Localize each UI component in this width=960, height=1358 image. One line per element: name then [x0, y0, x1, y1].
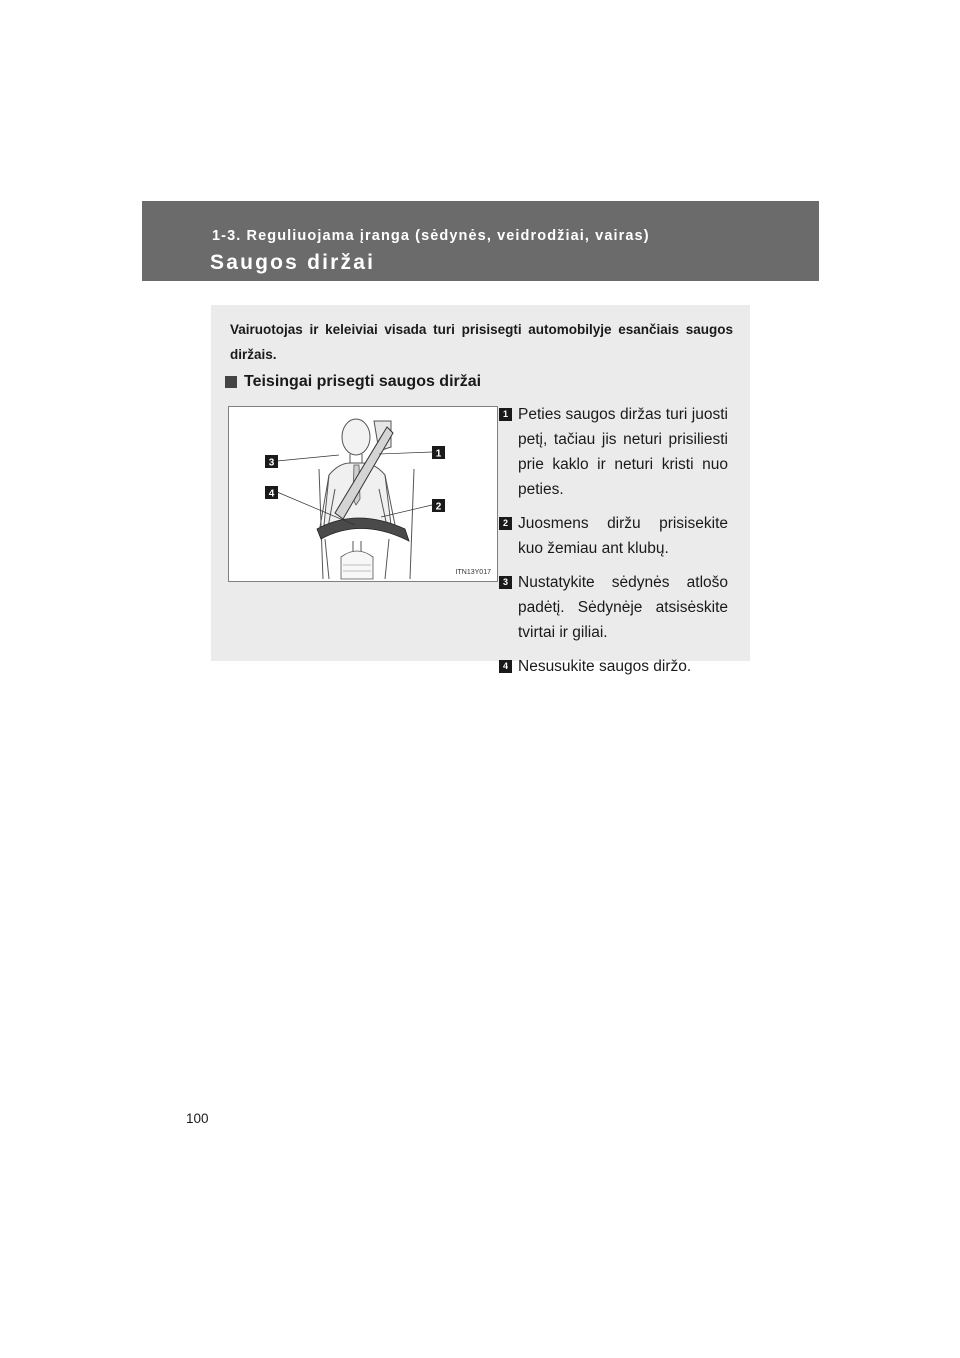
- callout-3-label: 3: [268, 457, 275, 469]
- callout-1-label: 1: [435, 448, 442, 460]
- list-item: [498, 402, 728, 502]
- item-text: Nustatykite sėdynės atlošo padėtį. Sėdynėje atsisėskite tvirtai ir giliai.: [518, 574, 728, 641]
- page-number: 100: [186, 1111, 209, 1126]
- info-panel: [211, 305, 750, 675]
- callout-4: [265, 486, 278, 500]
- page-title: Saugos diržai: [210, 251, 376, 274]
- callout-4-label: 4: [268, 488, 275, 500]
- subheading-text: Teisingai prisegti saugos diržai: [244, 373, 482, 390]
- callout-3: [265, 455, 278, 469]
- figure-code: ITN13Y017: [455, 569, 491, 576]
- chapter-header: [142, 201, 819, 281]
- callout-2: [432, 499, 445, 513]
- callout-1: [432, 446, 445, 460]
- subheading: [225, 373, 481, 391]
- number-badge: 4: [499, 660, 512, 673]
- number-badge: 2: [499, 517, 512, 530]
- number-badge: 3: [499, 576, 512, 589]
- seated-person-drawing: [229, 407, 497, 581]
- item-text: Juosmens diržu prisisekite kuo žemiau ant klubų.: [518, 515, 728, 557]
- intro-text: Vairuotojas ir keleiviai visada turi prisisegti automobilyje esančiais saugos diržais.: [230, 322, 733, 362]
- list-item: [498, 570, 728, 645]
- number-badge: 1: [499, 408, 512, 421]
- seatbelt-illustration: [228, 406, 498, 582]
- callout-2-label: 2: [435, 501, 442, 513]
- section-breadcrumb: 1-3. Reguliuojama įranga (sėdynės, veidrodžiai, vairas): [212, 228, 650, 244]
- list-item: [498, 511, 728, 561]
- instruction-list: [498, 402, 728, 688]
- item-text: Nesusukite saugos diržo.: [518, 658, 692, 675]
- item-text: Peties saugos diržas turi juosti petį, tačiau jis neturi prisiliesti prie kaklo ir neturi kristi nuo peties.: [518, 406, 728, 498]
- square-bullet-icon: [225, 376, 237, 388]
- list-item: [498, 654, 728, 679]
